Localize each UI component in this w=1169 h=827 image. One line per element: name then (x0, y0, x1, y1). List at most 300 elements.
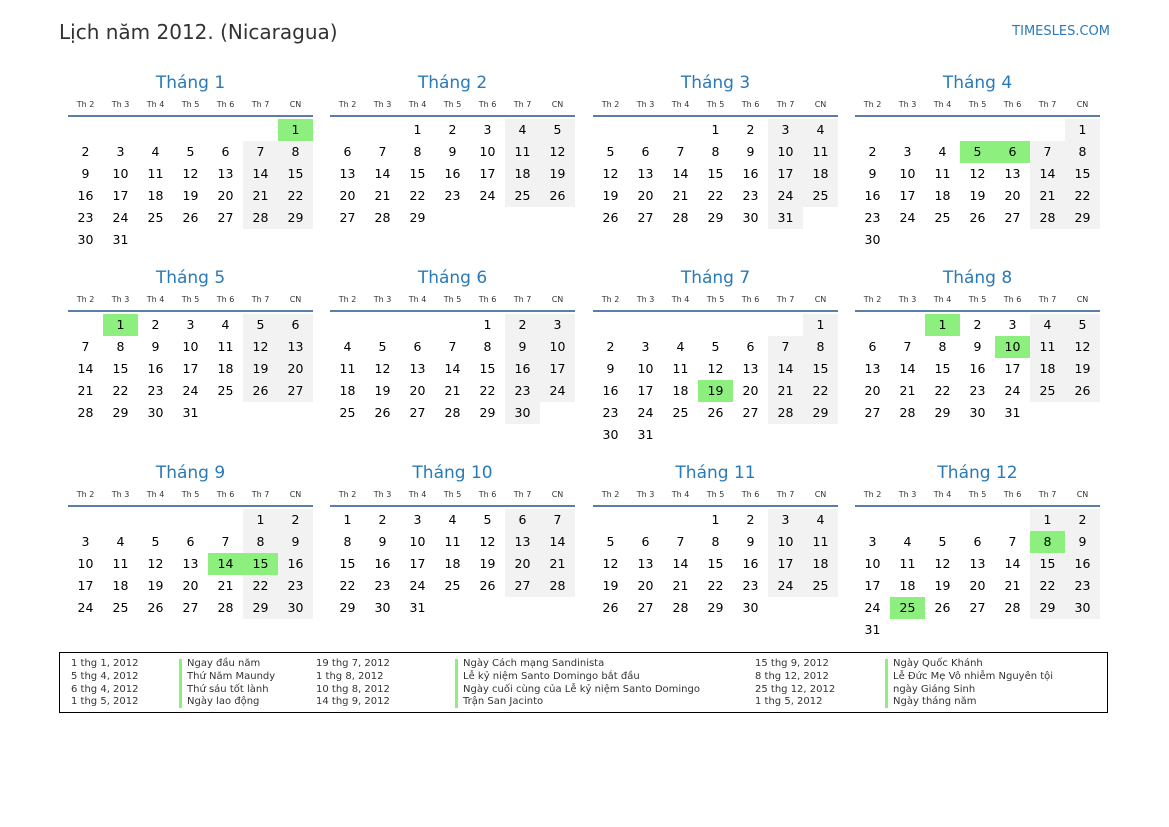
weekday-label: Th 3 (373, 100, 392, 109)
empty-cell (400, 314, 435, 336)
weekday-label: Th 5 (443, 100, 462, 109)
day-cell: 7 (243, 141, 278, 163)
day-cell: 25 (217, 383, 234, 398)
day-cell: 1 (343, 512, 352, 527)
day-cell: 28 (444, 405, 461, 420)
holiday-date: 1 thg 8, 2012 (316, 670, 384, 682)
day-cell: 9 (606, 361, 615, 376)
day-cell: 5 (606, 534, 615, 549)
day-cell: 6 (868, 339, 877, 354)
weekday-label: Th 5 (968, 490, 987, 499)
day-cell: 2 (448, 122, 457, 137)
empty-cell (733, 314, 768, 336)
holiday-name: Ngày Quốc Khánh (893, 658, 983, 669)
day-cell: 10 (77, 556, 94, 571)
day-cell: 28 (899, 405, 916, 420)
month-title: Tháng 11 (675, 463, 756, 483)
day-cell: 19 (540, 163, 575, 185)
weekday-label: CN (1076, 490, 1089, 499)
holiday-date: 10 thg 8, 2012 (316, 683, 390, 695)
day-cell: 1 (243, 509, 278, 531)
weekday-label: Th 6 (741, 295, 760, 304)
weekday-label: Th 4 (146, 295, 165, 304)
weekday-label: Th 4 (671, 100, 690, 109)
day-cell: 8 (803, 336, 838, 358)
day-cell: 9 (278, 531, 313, 553)
day-cell: 12 (934, 556, 951, 571)
day-cell: 3 (81, 534, 90, 549)
weekday-label: CN (814, 490, 827, 499)
weekday-label: Th 7 (513, 295, 532, 304)
empty-cell (68, 509, 103, 531)
day-cell: 16 (374, 556, 391, 571)
day-cell: 18 (339, 383, 356, 398)
holiday-day-cell: 15 (243, 553, 278, 575)
day-cell: 31 (637, 427, 654, 442)
weekday-label: Th 5 (706, 100, 725, 109)
day-cell: 3 (768, 119, 803, 141)
day-grid (855, 314, 1100, 424)
day-cell: 16 (602, 383, 619, 398)
weekday-label: Th 6 (478, 100, 497, 109)
day-cell: 23 (602, 405, 619, 420)
day-cell: 10 (864, 556, 881, 571)
day-cell: 15 (1030, 553, 1065, 575)
day-cell: 1 (483, 317, 492, 332)
weekday-label: Th 6 (1003, 295, 1022, 304)
day-cell: 24 (77, 600, 94, 615)
day-cell: 19 (934, 578, 951, 593)
day-cell: 10 (182, 339, 199, 354)
day-cell: 2 (81, 144, 90, 159)
day-grid (593, 509, 838, 619)
day-cell: 22 (1030, 575, 1065, 597)
holiday-date: 14 thg 9, 2012 (316, 696, 390, 708)
holiday-names-column (187, 658, 275, 709)
day-cell: 19 (602, 188, 619, 203)
day-cell: 25 (1030, 380, 1065, 402)
day-cell: 2 (746, 512, 755, 527)
day-cell: 22 (409, 188, 426, 203)
weekday-label: Th 7 (776, 295, 795, 304)
empty-cell (995, 509, 1030, 531)
day-cell: 10 (899, 166, 916, 181)
day-cell: 31 (409, 600, 426, 615)
day-cell: 20 (217, 188, 234, 203)
day-cell: 30 (278, 597, 313, 619)
day-grid (68, 314, 313, 424)
empty-cell (628, 119, 663, 141)
day-cell: 20 (969, 578, 986, 593)
day-cell: 25 (803, 575, 838, 597)
day-cell: 29 (803, 402, 838, 424)
day-cell: 6 (278, 314, 313, 336)
day-grid (855, 119, 1100, 251)
weekday-label: Th 4 (408, 490, 427, 499)
day-cell: 24 (1004, 383, 1021, 398)
empty-cell (890, 509, 925, 531)
day-cell: 23 (969, 383, 986, 398)
day-cell: 27 (182, 600, 199, 615)
empty-cell (593, 509, 628, 531)
day-cell: 28 (374, 210, 391, 225)
day-cell: 21 (217, 578, 234, 593)
day-cell: 11 (444, 534, 461, 549)
day-grid (330, 314, 575, 424)
weekday-header (330, 98, 575, 117)
day-cell: 17 (864, 578, 881, 593)
day-cell: 11 (147, 166, 164, 181)
holiday-names-column (463, 658, 700, 709)
day-cell: 16 (864, 188, 881, 203)
weekday-label: Th 5 (181, 100, 200, 109)
day-cell: 3 (641, 339, 650, 354)
day-cell: 30 (742, 210, 759, 225)
holiday-day-cell: 10 (995, 336, 1030, 358)
day-cell: 21 (77, 383, 94, 398)
day-cell: 29 (409, 210, 426, 225)
day-cell: 2 (378, 512, 387, 527)
day-cell: 8 (116, 339, 125, 354)
weekday-label: Th 2 (863, 490, 882, 499)
day-cell: 13 (278, 336, 313, 358)
holiday-name: Ngày lao động (187, 696, 260, 708)
day-cell: 13 (864, 361, 881, 376)
day-cell: 19 (1065, 358, 1100, 380)
weekday-label: Th 7 (776, 100, 795, 109)
weekday-label: Th 3 (636, 490, 655, 499)
day-cell: 9 (151, 339, 160, 354)
weekday-label: Th 3 (898, 295, 917, 304)
weekday-label: Th 4 (933, 490, 952, 499)
day-cell: 27 (339, 210, 356, 225)
day-cell: 26 (934, 600, 951, 615)
day-cell: 4 (803, 119, 838, 141)
day-cell: 18 (672, 383, 689, 398)
day-cell: 9 (448, 144, 457, 159)
day-cell: 7 (221, 534, 230, 549)
day-cell: 20 (637, 578, 654, 593)
holiday-name: Lễ kỷ niệm Santo Domingo bắt đầu (463, 670, 640, 682)
day-grid (330, 509, 575, 619)
month-title: Tháng 7 (680, 268, 751, 288)
holiday-name: Thứ Năm Maundy (187, 670, 276, 682)
weekday-label: Th 2 (863, 100, 882, 109)
day-cell: 22 (112, 383, 129, 398)
day-cell: 9 (81, 166, 90, 181)
day-cell: 19 (243, 358, 278, 380)
day-cell: 16 (147, 361, 164, 376)
holiday-date: 19 thg 7, 2012 (316, 658, 390, 669)
day-cell: 18 (934, 188, 951, 203)
weekday-label: Th 6 (741, 490, 760, 499)
day-cell: 24 (540, 380, 575, 402)
day-cell: 22 (707, 188, 724, 203)
day-cell: 20 (409, 383, 426, 398)
day-cell: 28 (1030, 207, 1065, 229)
weekday-label: Th 6 (216, 100, 235, 109)
day-cell: 4 (676, 339, 685, 354)
day-cell: 29 (707, 600, 724, 615)
holiday-legend (59, 652, 1108, 713)
day-cell: 5 (938, 534, 947, 549)
day-cell: 3 (483, 122, 492, 137)
weekday-label: Th 2 (76, 295, 95, 304)
day-cell: 9 (746, 144, 755, 159)
day-cell: 3 (903, 144, 912, 159)
weekday-label: Th 7 (513, 490, 532, 499)
day-cell: 20 (182, 578, 199, 593)
empty-cell (663, 119, 698, 141)
day-cell: 17 (899, 188, 916, 203)
day-cell: 9 (746, 534, 755, 549)
weekday-label: Th 7 (251, 100, 270, 109)
weekday-label: Th 2 (338, 100, 357, 109)
day-cell: 26 (602, 210, 619, 225)
day-cell: 6 (746, 339, 755, 354)
empty-cell (925, 509, 960, 531)
month-title: Tháng 12 (937, 463, 1018, 483)
day-cell: 16 (742, 556, 759, 571)
weekday-header (855, 488, 1100, 507)
holiday-date: 1 thg 5, 2012 (755, 696, 823, 708)
weekday-label: Th 2 (863, 295, 882, 304)
day-cell: 30 (742, 600, 759, 615)
empty-cell (208, 509, 243, 531)
holiday-date: 15 thg 9, 2012 (755, 658, 829, 669)
day-cell: 30 (602, 427, 619, 442)
day-cell: 22 (278, 185, 313, 207)
day-cell: 2 (505, 314, 540, 336)
day-cell: 15 (1065, 163, 1100, 185)
day-cell: 2 (151, 317, 160, 332)
day-cell: 18 (505, 163, 540, 185)
empty-cell (1030, 119, 1065, 141)
empty-cell (960, 119, 995, 141)
day-cell: 24 (182, 383, 199, 398)
day-cell: 11 (339, 361, 356, 376)
empty-cell (103, 119, 138, 141)
day-cell: 25 (803, 185, 838, 207)
day-cell: 7 (768, 336, 803, 358)
day-cell: 2 (606, 339, 615, 354)
weekday-label: Th 5 (443, 295, 462, 304)
day-cell: 30 (1065, 597, 1100, 619)
day-cell: 10 (409, 534, 426, 549)
weekday-label: Th 7 (513, 100, 532, 109)
day-cell: 20 (505, 553, 540, 575)
weekday-label: Th 6 (216, 295, 235, 304)
day-cell: 11 (803, 531, 838, 553)
day-cell: 30 (77, 232, 94, 247)
day-cell: 19 (374, 383, 391, 398)
month-4 (855, 72, 1100, 251)
empty-cell (698, 314, 733, 336)
day-cell: 3 (1008, 317, 1017, 332)
day-cell: 17 (768, 553, 803, 575)
empty-cell (68, 314, 103, 336)
day-cell: 16 (444, 166, 461, 181)
day-cell: 1 (711, 122, 720, 137)
day-cell: 22 (934, 383, 951, 398)
weekday-label: Th 3 (898, 100, 917, 109)
day-cell: 4 (803, 509, 838, 531)
day-cell: 12 (243, 336, 278, 358)
day-cell: 19 (182, 188, 199, 203)
holiday-day-cell: 1 (925, 314, 960, 336)
day-cell: 9 (973, 339, 982, 354)
weekday-label: Th 4 (146, 100, 165, 109)
day-cell: 10 (540, 336, 575, 358)
weekday-label: Th 7 (1038, 100, 1057, 109)
day-cell: 14 (768, 358, 803, 380)
day-cell: 11 (112, 556, 129, 571)
empty-cell (173, 119, 208, 141)
empty-cell (173, 509, 208, 531)
day-cell: 16 (505, 358, 540, 380)
day-cell: 30 (147, 405, 164, 420)
day-cell: 25 (112, 600, 129, 615)
day-cell: 7 (81, 339, 90, 354)
month-title: Tháng 6 (417, 268, 488, 288)
day-cell: 12 (147, 556, 164, 571)
weekday-label: CN (551, 490, 564, 499)
day-cell: 13 (637, 556, 654, 571)
weekday-header (330, 488, 575, 507)
day-cell: 9 (1065, 531, 1100, 553)
day-cell: 1 (413, 122, 422, 137)
day-cell: 18 (112, 578, 129, 593)
day-cell: 13 (409, 361, 426, 376)
day-cell: 5 (606, 144, 615, 159)
day-cell: 27 (969, 600, 986, 615)
day-cell: 15 (934, 361, 951, 376)
day-cell: 26 (479, 578, 496, 593)
day-grid (68, 119, 313, 251)
day-cell: 5 (1065, 314, 1100, 336)
holiday-day-cell: 25 (890, 597, 925, 619)
day-cell: 24 (768, 575, 803, 597)
weekday-header (68, 293, 313, 312)
empty-cell (890, 314, 925, 336)
holiday-day-cell: 19 (698, 380, 733, 402)
holiday-marker-bar (885, 659, 888, 708)
day-cell: 14 (672, 556, 689, 571)
day-cell: 18 (803, 163, 838, 185)
weekday-label: Th 2 (338, 490, 357, 499)
weekday-label: Th 2 (601, 100, 620, 109)
day-cell: 1 (711, 512, 720, 527)
day-cell: 12 (969, 166, 986, 181)
weekday-label: Th 6 (478, 295, 497, 304)
weekday-header (593, 488, 838, 507)
site-link[interactable]: TIMESLES.COM (1012, 24, 1110, 39)
weekday-label: Th 4 (933, 100, 952, 109)
day-cell: 13 (969, 556, 986, 571)
day-cell: 11 (672, 361, 689, 376)
weekday-label: Th 5 (706, 490, 725, 499)
day-cell: 7 (676, 144, 685, 159)
weekday-label: Th 2 (338, 295, 357, 304)
empty-cell (330, 119, 365, 141)
day-cell: 5 (151, 534, 160, 549)
day-cell: 9 (868, 166, 877, 181)
weekday-label: Th 7 (251, 295, 270, 304)
day-cell: 14 (672, 166, 689, 181)
day-cell: 23 (1065, 575, 1100, 597)
day-cell: 25 (505, 185, 540, 207)
weekday-header (593, 98, 838, 117)
day-cell: 12 (602, 166, 619, 181)
holiday-dates-column (755, 658, 835, 709)
day-cell: 22 (803, 380, 838, 402)
empty-cell (663, 314, 698, 336)
day-cell: 11 (803, 141, 838, 163)
day-cell: 20 (742, 383, 759, 398)
day-cell: 24 (112, 210, 129, 225)
month-2 (330, 72, 575, 229)
day-cell: 29 (243, 597, 278, 619)
day-cell: 23 (374, 578, 391, 593)
weekday-label: Th 3 (111, 100, 130, 109)
weekday-label: Th 7 (251, 490, 270, 499)
day-cell: 21 (243, 185, 278, 207)
day-cell: 10 (479, 144, 496, 159)
day-cell: 21 (672, 578, 689, 593)
month-title: Tháng 10 (412, 463, 493, 483)
day-cell: 27 (1004, 210, 1021, 225)
month-9 (68, 462, 313, 619)
day-cell: 26 (540, 185, 575, 207)
day-cell: 28 (540, 575, 575, 597)
holiday-names-column (893, 658, 1053, 709)
weekday-label: Th 5 (181, 490, 200, 499)
day-cell: 8 (278, 141, 313, 163)
month-1 (68, 72, 313, 251)
weekday-label: Th 2 (76, 100, 95, 109)
day-cell: 27 (742, 405, 759, 420)
day-cell: 21 (768, 380, 803, 402)
day-cell: 24 (899, 210, 916, 225)
weekday-label: Th 6 (741, 100, 760, 109)
day-cell: 2 (1065, 509, 1100, 531)
weekday-label: Th 6 (1003, 100, 1022, 109)
day-cell: 27 (278, 380, 313, 402)
day-cell: 3 (868, 534, 877, 549)
weekday-label: CN (289, 100, 302, 109)
empty-cell (435, 314, 470, 336)
day-cell: 5 (483, 512, 492, 527)
day-cell: 15 (339, 556, 356, 571)
day-cell: 31 (864, 622, 881, 637)
day-cell: 7 (676, 534, 685, 549)
empty-cell (208, 119, 243, 141)
day-cell: 29 (112, 405, 129, 420)
day-cell: 14 (444, 361, 461, 376)
day-cell: 13 (1004, 166, 1021, 181)
day-cell: 1 (803, 314, 838, 336)
weekday-label: Th 7 (1038, 490, 1057, 499)
weekday-label: Th 3 (898, 490, 917, 499)
day-cell: 26 (969, 210, 986, 225)
day-cell: 13 (637, 166, 654, 181)
empty-cell (960, 509, 995, 531)
weekday-label: Th 5 (968, 100, 987, 109)
holiday-day-cell: 1 (103, 314, 138, 336)
holiday-day-cell: 8 (1030, 531, 1065, 553)
weekday-label: CN (289, 490, 302, 499)
day-cell: 13 (217, 166, 234, 181)
